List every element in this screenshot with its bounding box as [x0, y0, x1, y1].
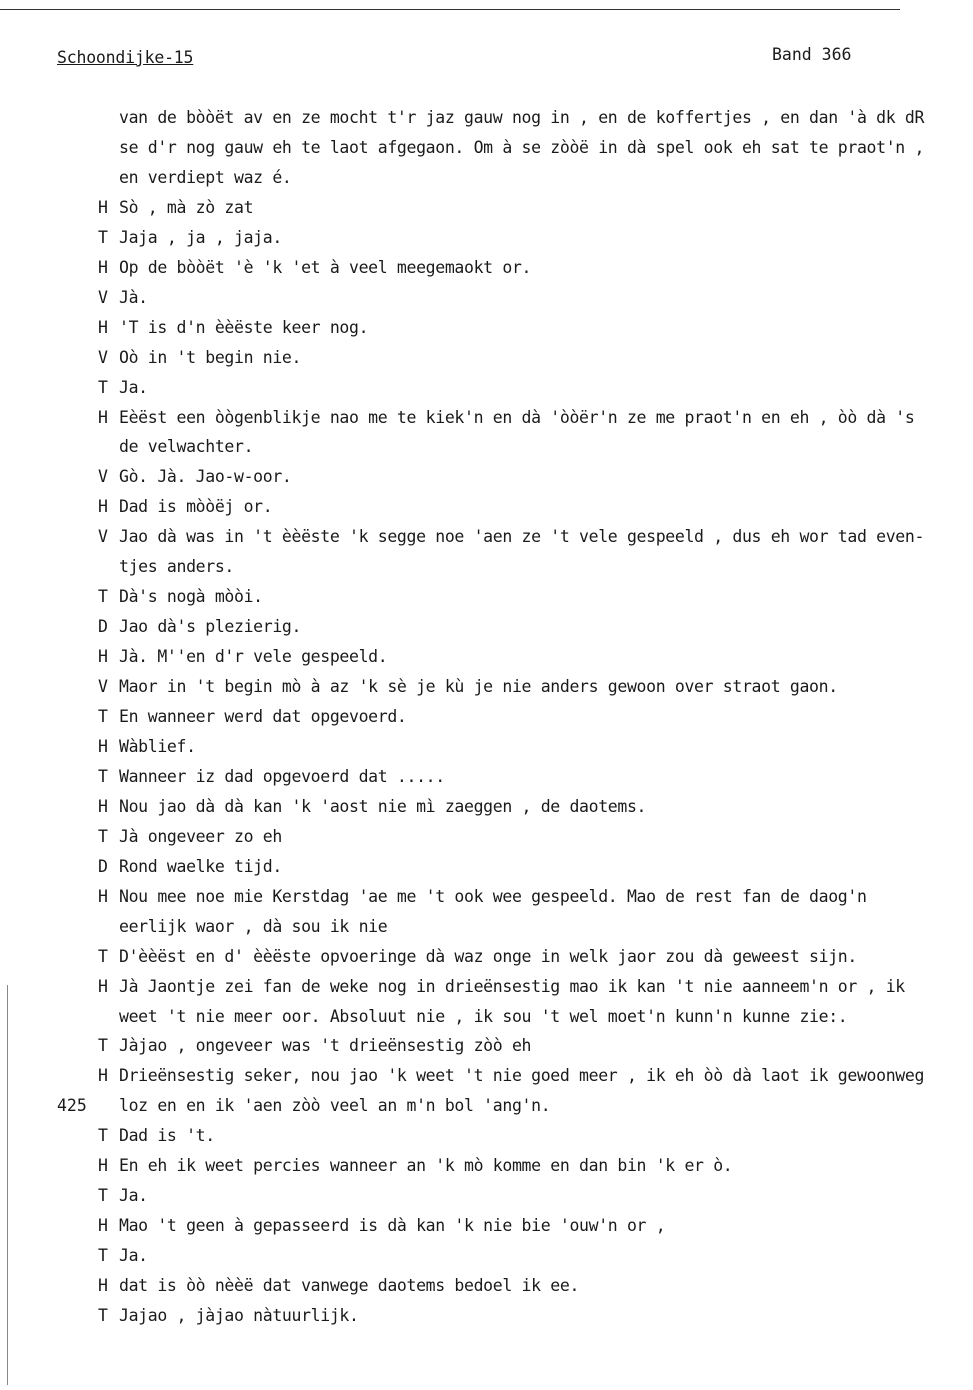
transcript-text: Gò. Jà. Jao-w-oor.	[119, 467, 292, 487]
transcript-text: Eèëst een òògenblikje nao me te kiek'n en dà 'òòër'n ze me praot'n en eh , òò dà 's	[119, 407, 915, 427]
transcript-text: 'T is d'n èèëste keer nog.	[119, 317, 369, 337]
page-header-band: Band 366	[772, 45, 852, 64]
transcript-line	[0, 767, 973, 789]
transcript-text: eerlijk waor , dà sou ik nie	[119, 916, 388, 936]
line-number: 425	[57, 1096, 87, 1116]
speaker-label: V	[98, 677, 108, 697]
transcript-line	[0, 737, 973, 759]
transcript-line	[0, 527, 973, 549]
transcript-text: weet 't nie meer oor. Absoluut nie , ik sou 't wel moet'n kunn'n kunne zie:.	[119, 1006, 848, 1026]
transcript-line	[0, 1246, 973, 1268]
transcript-text: Jajao , jàjao nàtuurlijk.	[119, 1306, 359, 1325]
speaker-label: H	[98, 647, 108, 667]
speaker-label: H	[98, 317, 108, 337]
transcript-text: Ja.	[119, 377, 148, 397]
speaker-label: T	[98, 766, 108, 786]
transcript-line	[0, 437, 973, 459]
transcript-text: van de bòòët av en ze mocht t'r jaz gauw nog in , en de koffertjes , en dan 'à dk dR	[119, 108, 925, 127]
speaker-label: H	[98, 1276, 108, 1296]
transcript-line	[0, 797, 973, 819]
transcript-line	[0, 408, 973, 430]
page-header-title: Schoondijke-15	[57, 48, 194, 67]
speaker-label: H	[98, 1066, 108, 1086]
transcript-text: Drieënsestig seker, nou jao 'k weet 't nie goed meer , ik eh òò dà laot ik gewoonweg	[119, 1066, 925, 1086]
transcript-text: Rond waelke tijd.	[119, 856, 282, 876]
transcript-line	[0, 857, 973, 879]
speaker-label: H	[98, 497, 108, 517]
transcript-text: Op de bòòët 'è 'k 'et à veel meegemaokt or.	[119, 257, 532, 277]
transcript-text: Wàblief.	[119, 736, 196, 756]
transcript-line	[0, 977, 973, 999]
transcript-line	[0, 378, 973, 400]
speaker-label: H	[98, 257, 108, 277]
speaker-label: H	[98, 407, 108, 427]
speaker-label: D	[98, 617, 108, 637]
transcript-line	[0, 917, 973, 939]
speaker-label: D	[98, 856, 108, 876]
transcript-line	[0, 1066, 973, 1088]
speaker-label: T	[98, 227, 108, 247]
transcript-text: Jà ongeveer zo eh	[119, 826, 282, 846]
speaker-label: T	[98, 1036, 108, 1056]
transcript-text: En eh ik weet percies wanneer an 'k mò komme en dan bin 'k er ò.	[119, 1156, 733, 1176]
speaker-label: V	[98, 527, 108, 547]
transcript-line	[0, 887, 973, 909]
transcript-text: Oò in 't begin nie.	[119, 347, 302, 367]
transcript-text: Jao dà was in 't èèëste 'k segge noe 'aen ze 't vele gespeeld , dus eh wor tad even-	[119, 527, 925, 547]
transcript-line	[0, 1036, 973, 1058]
speaker-label: T	[98, 1306, 108, 1325]
speaker-label: T	[98, 826, 108, 846]
speaker-label: T	[98, 587, 108, 607]
transcript-line	[0, 1186, 973, 1208]
transcript-line	[0, 258, 973, 280]
transcript-line	[0, 647, 973, 669]
transcript-line	[0, 707, 973, 729]
transcript-line	[0, 617, 973, 639]
transcript-line	[0, 467, 973, 489]
transcript-line	[0, 1216, 973, 1238]
speaker-label: H	[98, 796, 108, 816]
transcript-text: Dà's nogà mòòi.	[119, 587, 263, 607]
speaker-label: V	[98, 347, 108, 367]
transcript-line	[0, 587, 973, 609]
speaker-label: H	[98, 886, 108, 906]
speaker-label: V	[98, 467, 108, 487]
transcript-text: D'èèëst en d' èèëste opvoeringe dà waz onge in welk jaor zou dà geweest sijn.	[119, 946, 857, 966]
speaker-label: T	[98, 707, 108, 726]
speaker-label: T	[98, 1246, 108, 1266]
transcript-text: en verdiept waz é.	[119, 167, 292, 187]
transcript-line	[0, 1276, 973, 1298]
transcript-line	[0, 1096, 973, 1118]
transcript-text: Nou mee noe mie Kerstdag 'ae me 't ook wee gespeeld. Mao de rest fan de daog'n	[119, 886, 867, 906]
transcript-line	[0, 198, 973, 220]
transcript-text: de velwachter.	[119, 437, 254, 457]
transcript-text: Jà.	[119, 287, 148, 307]
speaker-label: H	[98, 736, 108, 756]
transcript-text: Jaja , ja , jaja.	[119, 227, 282, 247]
speaker-label: T	[98, 946, 108, 966]
transcript-line	[0, 497, 973, 519]
transcript-text: Sò , mà zò zat	[119, 197, 254, 217]
speaker-label: T	[98, 377, 108, 397]
transcript-line	[0, 288, 973, 310]
speaker-label: H	[98, 1156, 108, 1176]
transcript-line	[0, 348, 973, 370]
transcript-text: Jà. M''en d'r vele gespeeld.	[119, 647, 388, 667]
transcript-text: dat is òò nèèë dat vanwege daotems bedoel ik ee.	[119, 1276, 580, 1296]
transcript-text: Jàjao , ongeveer was 't drieënsestig zòò eh	[119, 1036, 532, 1056]
transcript-line	[0, 1306, 973, 1328]
transcript-text: se d'r nog gauw eh te laot afgegaon. Om à se zòòë in dà spel ook eh sat te praot'n ,	[119, 137, 925, 157]
transcript-line	[0, 677, 973, 699]
transcript-text: En wanneer werd dat opgevoerd.	[119, 707, 407, 726]
transcript-line	[0, 228, 973, 250]
speaker-label: H	[98, 197, 108, 217]
transcript-text: Wanneer iz dad opgevoerd dat .....	[119, 766, 445, 786]
transcript-text: Dad is 't.	[119, 1126, 215, 1146]
transcript-line	[0, 138, 973, 160]
speaker-label: T	[98, 1126, 108, 1146]
transcript-text: Mao 't geen à gepasseerd is dà kan 'k nie bie 'ouw'n or ,	[119, 1216, 666, 1236]
transcript-text: Ja.	[119, 1186, 148, 1206]
transcript-line	[0, 947, 973, 969]
transcript-text: Maor in 't begin mò à az 'k sè je kù je nie anders gewoon over straot gaon.	[119, 677, 838, 697]
transcript-line	[0, 318, 973, 340]
transcript-line	[0, 827, 973, 849]
transcript-line	[0, 168, 973, 190]
transcript-text: Jà Jaontje zei fan de weke nog in drieënsestig mao ik kan 't nie aanneem'n or , ik	[119, 976, 905, 996]
transcript-text: Jao dà's plezierig.	[119, 617, 302, 637]
transcript-line	[0, 1126, 973, 1148]
transcript-line	[0, 1156, 973, 1178]
transcript-line	[0, 557, 973, 579]
transcript-text: Dad is mòòëj or.	[119, 497, 273, 517]
transcript-line	[0, 1007, 973, 1029]
speaker-label: H	[98, 1216, 108, 1236]
transcript-text: Ja.	[119, 1246, 148, 1266]
transcript-text: Nou jao dà dà kan 'k 'aost nie mì zaeggen , de daotems.	[119, 796, 647, 816]
transcript-text: tjes anders.	[119, 557, 235, 577]
speaker-label: H	[98, 976, 108, 996]
speaker-label: T	[98, 1186, 108, 1206]
speaker-label: V	[98, 287, 108, 307]
transcript-text: loz en en ik 'aen zòò veel an m'n bol 'ang'n.	[119, 1096, 551, 1116]
transcript-line	[0, 108, 973, 130]
top-rule	[0, 9, 900, 10]
